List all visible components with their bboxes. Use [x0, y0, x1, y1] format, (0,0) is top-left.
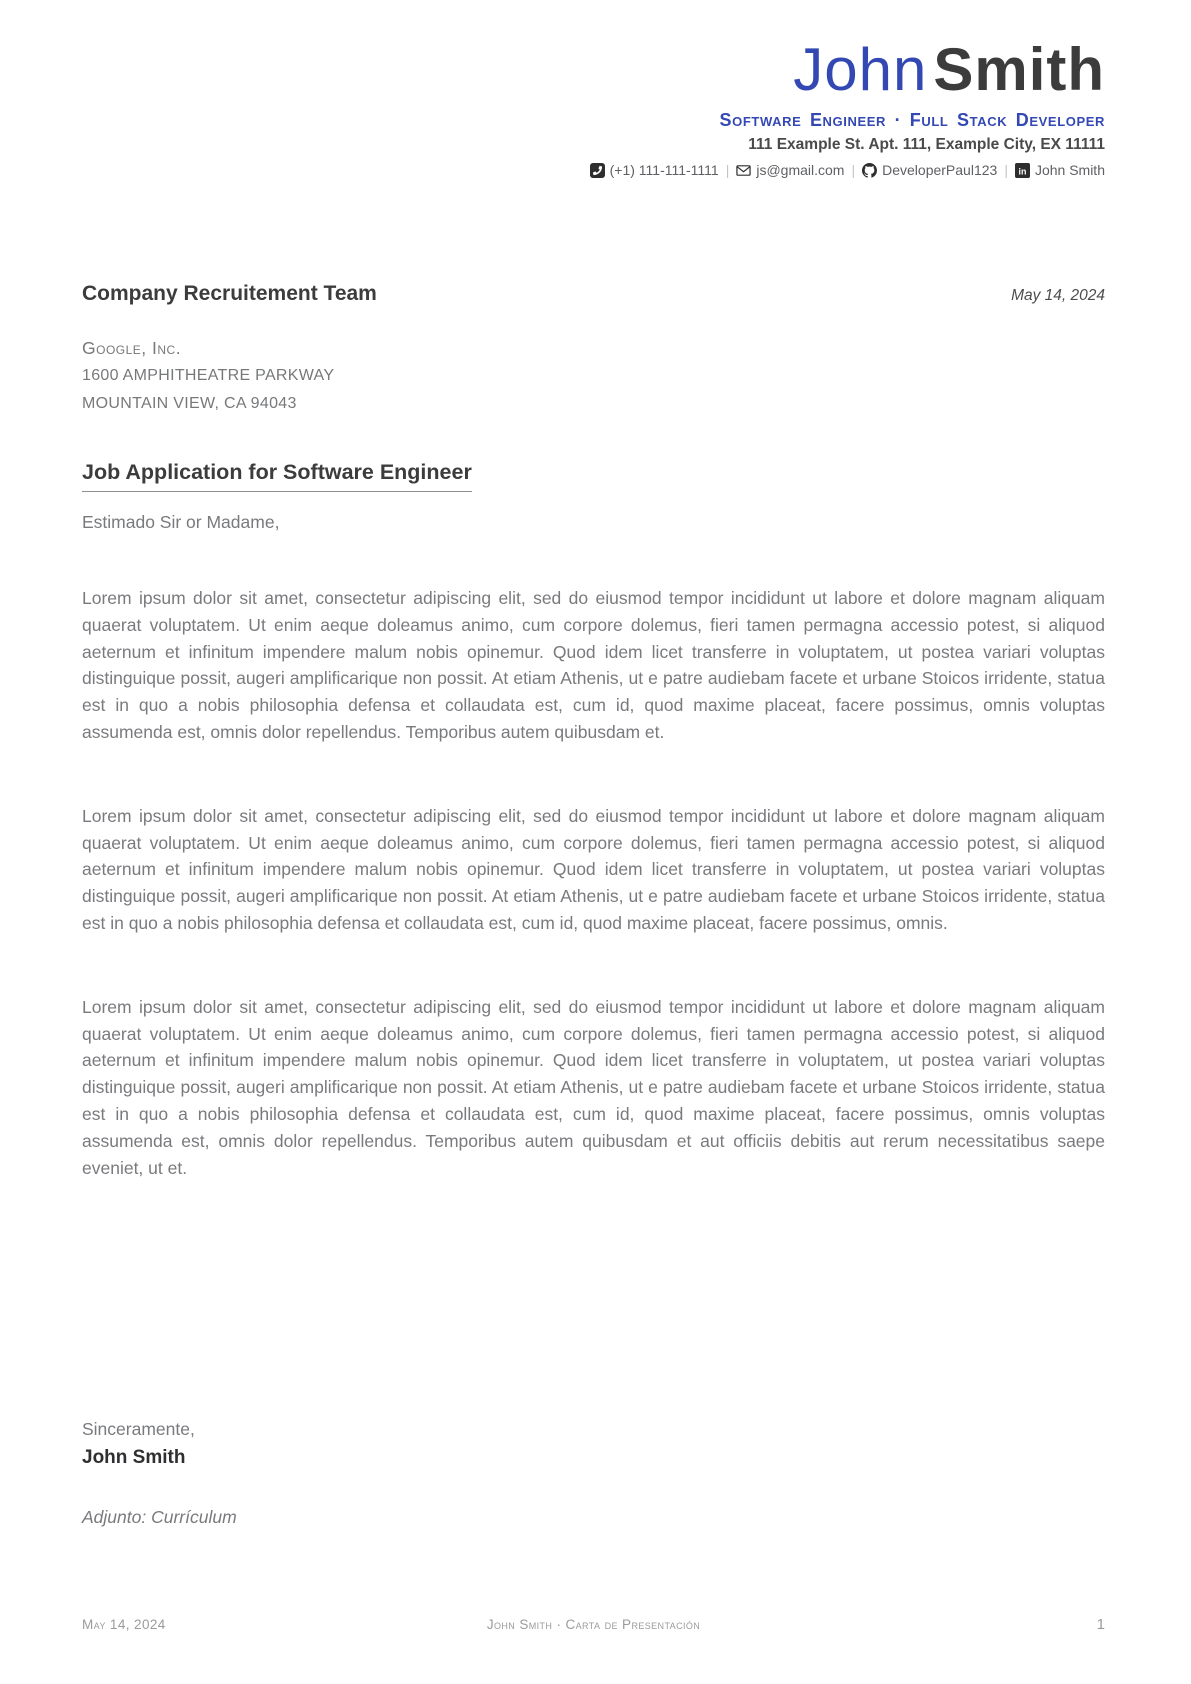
signature-name: John Smith: [82, 1447, 186, 1469]
email-text: js@gmail.com: [756, 162, 845, 178]
linkedin-link[interactable]: [1015, 162, 1105, 178]
body-paragraph-2: Lorem ipsum dolor sit amet, consectetur adipiscing elit, sed do eiusmod tempor incididunt ut labore et dolore magnam aliquam quaerat voluptatem. Ut enim aeque doleamus animo, cum corpore dolemus, fieri tamen permagna accessio potest, si aliquod aeternum et infinitum impendere malum nobis opinemur. Quod idem licet transferre in voluptatem, ut postea variari voluptas distinguique possit, augeri amplificarique non possit. At etiam Athenis, ut e patre audiebam facete et urbane Stoicos irridente, statua est in quo a nobis philosophia defensa et collaudata est, cum id, quod maxime placeat, facere possimus, omnis.: [82, 805, 1105, 933]
separator: |: [725, 162, 730, 178]
phone-icon: [590, 163, 605, 178]
github-text: DeveloperPaul123: [882, 162, 998, 178]
phone-text: (+1) 111-111-1111: [609, 162, 719, 178]
email-icon: [736, 163, 751, 178]
subject-title: Job Application for Software Engineer: [82, 460, 472, 492]
closing: Sinceramente,: [82, 1419, 195, 1440]
footer-page-number: 1: [1096, 1616, 1105, 1633]
footer-document-title: John Smith · Carta de Presentación: [486, 1617, 701, 1632]
footer-date: May 14, 2024: [82, 1617, 166, 1632]
letter-date: May 14, 2024: [1011, 287, 1105, 304]
github-link[interactable]: [862, 162, 997, 178]
separator: |: [851, 162, 856, 178]
enclosure-note: Adjunto: Currículum: [82, 1507, 237, 1528]
phone-link[interactable]: [590, 162, 719, 178]
linkedin-icon: [1015, 163, 1030, 178]
body-paragraph-1: Lorem ipsum dolor sit amet, consectetur adipiscing elit, sed do eiusmod tempor incididunt ut labore et dolore magnam aliquam quaerat voluptatem. Ut enim aeque doleamus animo, cum corpore dolemus, fieri tamen permagna accessio potest, si aliquod aeternum et infinitum impendere malum nobis opinemur. Quod idem licet transferre in voluptatem, ut postea variari voluptas distinguique possit, augeri amplificarique non possit. At etiam Athenis, ut e patre audiebam facete et urbane Stoicos irridente, statua est in quo a nobis philosophia defensa et collaudata est, cum id, quod maxime placeat, facere possimus, omnis voluptas assumenda est, omnis dolor repellendus. Temporibus autem quibusdam et.: [82, 588, 1105, 742]
company-address-line-2: MOUNTAIN VIEW, CA 94043: [82, 395, 297, 412]
company-name: Google, Inc.: [82, 338, 182, 358]
last-name: Smith: [933, 36, 1105, 103]
recipient-address-block: [82, 334, 1105, 418]
recipient-team: Company Recruitement Team: [82, 282, 377, 305]
first-name: John: [793, 36, 928, 103]
body-paragraph-3: Lorem ipsum dolor sit amet, consectetur adipiscing elit, sed do eiusmod tempor incididunt ut labore et dolore magnam aliquam quaerat voluptatem. Ut enim aeque doleamus animo, cum corpore dolemus, fieri tamen permagna accessio potest, si aliquod aeternum et infinitum impendere malum nobis opinemur. Quod idem licet transferre in voluptatem, ut postea variari voluptas distinguique possit, augeri amplificarique non possit. At etiam Athenis, ut e patre audiebam facete et urbane Stoicos irridente, statua est in quo a nobis philosophia defensa et collaudata est, cum id, quod maxime placeat, facere possimus, omnis voluptas assumenda est, omnis dolor repellendus. Temporibus autem quibusdam et aut officiis debitis aut rerum necessitatibus saepe eveniet, ut et.: [82, 996, 1105, 1178]
email-link[interactable]: [736, 162, 844, 178]
linkedin-text: John Smith: [1034, 162, 1105, 178]
sender-address: 111 Example St. Apt. 111, Example City, EX 11111: [748, 136, 1105, 153]
job-tagline: Software Engineer · Full Stack Developer: [719, 110, 1105, 130]
recipient-row: [82, 282, 1105, 306]
header: [82, 38, 1105, 178]
subject-wrap: [82, 460, 1105, 492]
page-footer: [82, 1616, 1105, 1633]
salutation: Estimado Sir or Madame,: [82, 512, 280, 532]
page-title: [82, 38, 1105, 101]
separator: |: [1004, 162, 1008, 178]
github-icon: [862, 163, 877, 178]
company-address-line-1: 1600 AMPHITHEATRE PARKWAY: [82, 367, 335, 384]
contact-line: [82, 162, 1105, 178]
svg-text:in: in: [1018, 165, 1027, 176]
